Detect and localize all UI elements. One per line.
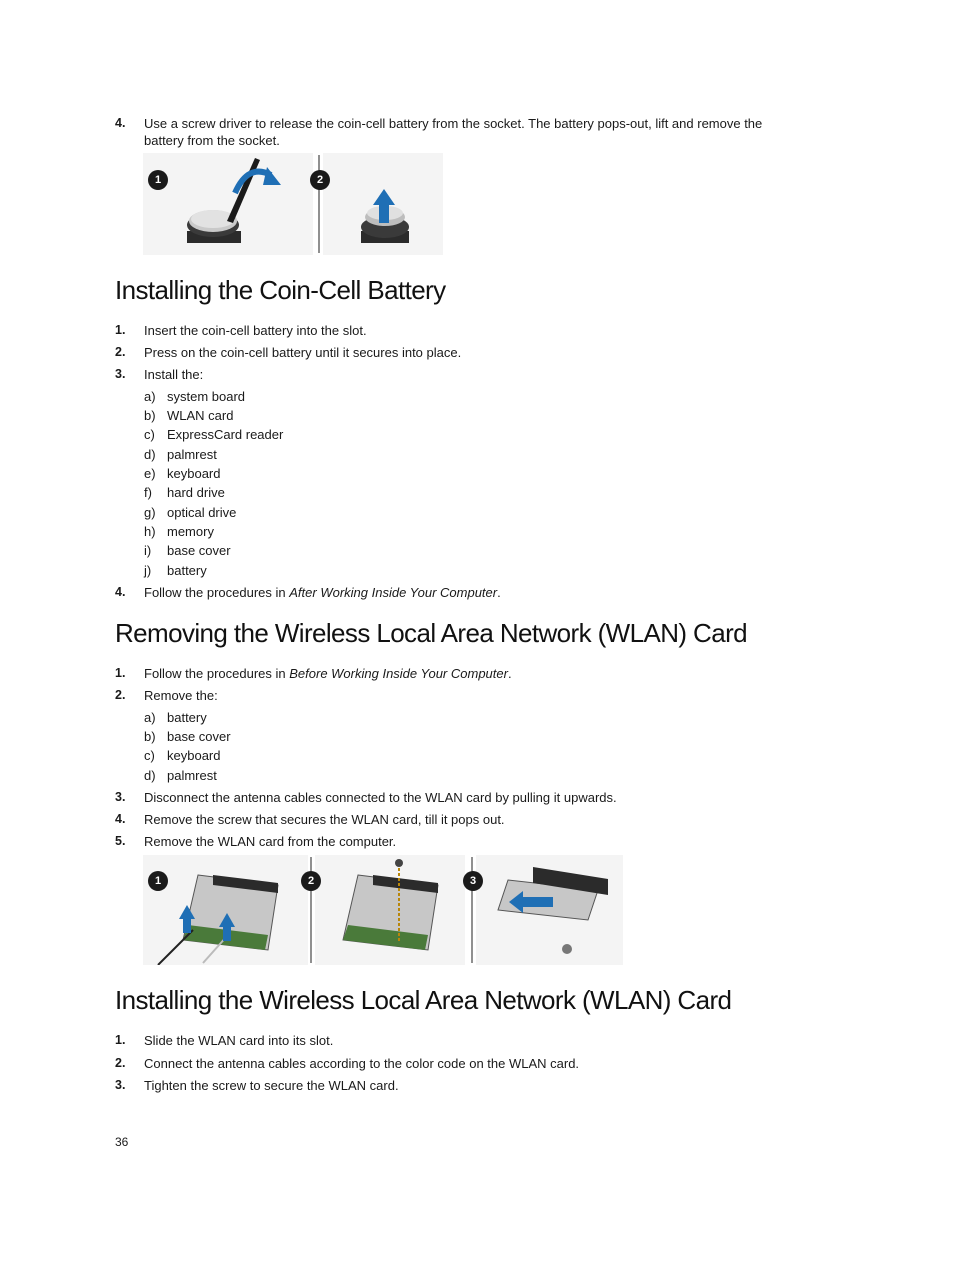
step-text: Remove the: — [144, 688, 218, 703]
step-text: Slide the WLAN card into its slot. — [144, 1033, 334, 1048]
callout-badge-2: 2 — [310, 170, 330, 190]
sub-text: WLAN card — [167, 408, 234, 423]
step-text-prefix: Follow the procedures in — [144, 666, 290, 681]
sub-letter: b) — [144, 729, 156, 744]
sub-letter: i) — [144, 543, 152, 558]
step-number: 4. — [115, 812, 126, 826]
sub-text: keyboard — [167, 748, 221, 763]
step-number: 2. — [115, 345, 126, 359]
sub-text: system board — [167, 389, 246, 404]
before-working-link[interactable]: Before Working Inside Your Computer — [289, 666, 508, 681]
step-text — [144, 665, 794, 682]
callout-badge-3: 3 — [463, 871, 483, 891]
wlan-removal-figure — [143, 855, 623, 965]
step-number: 5. — [115, 834, 126, 848]
wlan-removal-illustration — [143, 855, 623, 965]
section-title-installing-coin-cell: Installing the Coin-Cell Battery — [115, 275, 446, 305]
sub-text: palmrest — [167, 447, 217, 462]
sub-letter: a) — [144, 710, 156, 725]
step-text: Disconnect the antenna cables connected to the WLAN card by pulling it upwards. — [144, 790, 617, 805]
callout-badge-1: 1 — [148, 871, 168, 891]
step-number: 3. — [115, 1078, 126, 1092]
page-number: 36 — [115, 1135, 129, 1149]
coin-cell-removal-figure — [143, 153, 443, 255]
step-text — [144, 584, 794, 601]
sub-text: hard drive — [167, 485, 225, 500]
step-number: 2. — [115, 1056, 126, 1070]
sub-letter: a) — [144, 389, 156, 404]
sub-letter: f) — [144, 485, 152, 500]
step-text: Use a screw driver to release the coin-cell battery from the socket. The battery pops-out, lift and remove the battery from the socket. — [144, 116, 763, 148]
after-working-link[interactable]: After Working Inside Your Computer — [289, 585, 498, 600]
sub-letter: c) — [144, 427, 155, 442]
step-number: 3. — [115, 790, 126, 804]
sub-letter: b) — [144, 408, 156, 423]
step-text: Install the: — [144, 367, 204, 382]
callout-badge-2: 2 — [301, 871, 321, 891]
sub-letter: d) — [144, 768, 156, 783]
sub-letter: h) — [144, 524, 156, 539]
sub-text: ExpressCard reader — [167, 427, 284, 442]
sub-letter: e) — [144, 466, 156, 481]
step-text: Tighten the screw to secure the WLAN card. — [144, 1078, 399, 1093]
step-text: Connect the antenna cables according to the color code on the WLAN card. — [144, 1056, 580, 1071]
sub-text: base cover — [167, 543, 231, 558]
sub-letter: g) — [144, 505, 156, 520]
sub-letter: c) — [144, 748, 155, 763]
coin-cell-removal-illustration — [143, 153, 443, 255]
sub-text: base cover — [167, 729, 231, 744]
step-number: 1. — [115, 323, 126, 337]
sub-text: keyboard — [167, 466, 221, 481]
step-number: 4. — [115, 116, 126, 130]
callout-badge-1: 1 — [148, 170, 168, 190]
step-text-suffix: . — [497, 585, 501, 600]
step-text: Remove the screw that secures the WLAN card, till it pops out. — [144, 812, 505, 827]
step-number: 1. — [115, 1033, 126, 1047]
step-number: 3. — [115, 367, 126, 381]
section-title-installing-wlan: Installing the Wireless Local Area Network (WLAN) Card — [115, 985, 732, 1015]
sub-text: memory — [167, 524, 214, 539]
step-number: 1. — [115, 666, 126, 680]
sub-text: optical drive — [167, 505, 237, 520]
step-text-prefix: Follow the procedures in — [144, 585, 290, 600]
step-text-suffix: . — [507, 666, 512, 681]
step-text: Press on the coin-cell battery until it secures into place. — [144, 345, 462, 360]
sub-text: palmrest — [167, 768, 217, 783]
step-text: Remove the WLAN card from the computer. — [144, 834, 397, 849]
sub-text: battery — [167, 710, 207, 725]
sub-text: battery — [167, 563, 207, 578]
step-number: 4. — [115, 585, 126, 599]
sub-letter: j) — [144, 563, 152, 578]
step-text: Insert the coin-cell battery into the slot. — [144, 323, 367, 338]
section-title-removing-wlan: Removing the Wireless Local Area Network (WLAN) Card — [115, 618, 748, 648]
step-number: 2. — [115, 688, 126, 702]
sub-letter: d) — [144, 447, 156, 462]
